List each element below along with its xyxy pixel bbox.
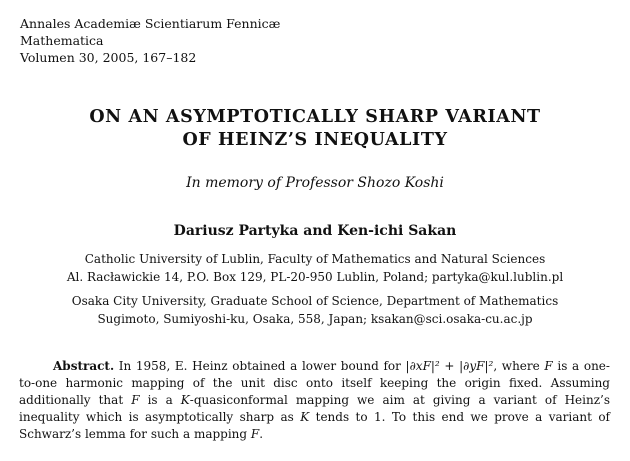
abstract-text: -quasiconformal mapping we aim at giving a variant of Heinz’s inequality which is asymptotically sharp as xyxy=(19,393,610,424)
abstract-text: In 1958, E. Heinz obtained a lower bound for xyxy=(118,359,401,373)
journal-volume: Volumen 30, 2005, 167–182 xyxy=(20,50,197,65)
paper-title xyxy=(0,106,630,152)
dedication: In memory of Professor Shozo Koshi xyxy=(186,175,444,191)
journal-series: Mathematica xyxy=(20,33,104,48)
affiliation-line: Sugimoto, Sumiyoshi-ku, Osaka, 558, Japan; ksakan@sci.osaka-cu.ac.jp xyxy=(97,312,533,326)
abstract-text: tends to 1. To this end we prove a variant of Schwarz’s lemma for such a mapping xyxy=(19,410,610,441)
abstract-text: is a xyxy=(147,393,173,407)
journal-name: Annales Academiæ Scientiarum Fennicæ xyxy=(20,16,281,31)
affiliation-lublin xyxy=(0,250,630,286)
affiliation-line: Osaka City University, Graduate School of Science, Department of Mathematics xyxy=(71,294,559,308)
math-var-f: F xyxy=(544,359,553,373)
abstract-text: . xyxy=(259,427,264,441)
abstract-text: is a one-to-one harmonic mapping of the unit disc onto itself keeping the origin fixed. Assuming additionally that xyxy=(19,359,610,407)
journal-header xyxy=(20,15,280,66)
abstract-text: , where xyxy=(493,359,540,373)
math-var-k: K xyxy=(300,410,310,424)
affiliation-line: Al. Racławickie 14, P.O. Box 129, PL-20-950 Lublin, Poland; partyka@kul.lublin.pl xyxy=(66,270,564,284)
math-var-k: K xyxy=(180,393,190,407)
abstract-formula: |∂xF|² + |∂yF|² xyxy=(405,359,494,373)
math-var-f: F xyxy=(131,393,140,407)
title-line-2: OF HEINZ’S INEQUALITY xyxy=(182,130,448,150)
authors: Dariusz Partyka and Ken-ichi Sakan xyxy=(173,223,457,239)
affiliation-line: Catholic University of Lublin, Faculty of Mathematics and Natural Sciences xyxy=(84,252,546,266)
math-var-f: F xyxy=(250,427,260,441)
abstract-label: Abstract. xyxy=(53,359,115,373)
abstract xyxy=(19,358,610,443)
affiliation-osaka xyxy=(0,292,630,328)
title-line-1: ON AN ASYMPTOTICALLY SHARP VARIANT xyxy=(89,107,541,127)
